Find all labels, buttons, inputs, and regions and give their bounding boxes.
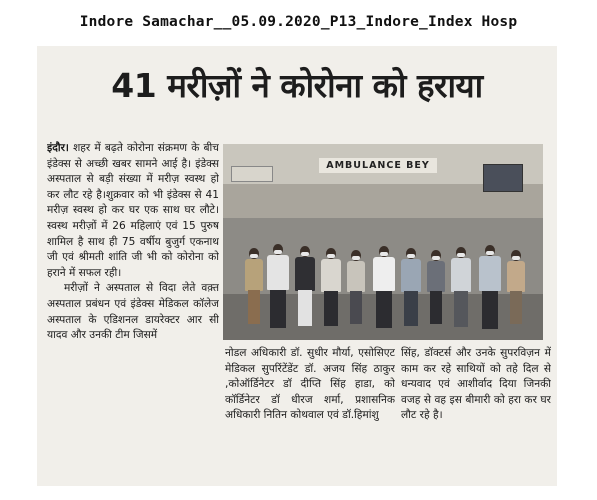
photo-plaque <box>231 166 273 182</box>
article-paragraph-2: मरीज़ों ने अस्पताल से विदा लेते वक़्त अस्पताल प्रबंधन एवं इंडेक्स मेडिकल कॉलेज अस्पताल के एडिशनल डायरेक्टर आर सी यादव और उनकी टीम जिसमें <box>47 282 219 342</box>
article-dateline: इंदौर। <box>47 142 69 154</box>
article-paragraph-1 <box>47 141 219 281</box>
photo-person <box>373 246 395 328</box>
article-headline: 41 मरीज़ों ने कोरोना को हराया <box>111 66 483 105</box>
clipping-caption: Indore Samachar__05.09.2020_P13_Indore_Index Hosp <box>79 14 518 30</box>
photo-notice-board <box>483 164 523 192</box>
photo-person <box>347 250 365 324</box>
photo-person <box>507 250 525 324</box>
photo-person <box>245 248 263 324</box>
article-column-2: नोडल अधिकारी डॉ. सुधीर मौर्या, एसोसिएट मेडिकल सुपरिंटेंडेंट डॉ. अजय सिंह ठाकुर ,कोऑर्डिनेटर डॉ दीप्ति सिंह हाडा, को कॉर्डिनेटर डॉ धीरज शर्मा, प्रशासनिक अधिकारी नितिन कोथवाल एवं डॉ.हिमांशु <box>225 347 395 422</box>
photo-person <box>427 250 445 324</box>
article-column-3: सिंह, डॉक्टर्स और उनके सुपरविज़न में काम कर रहे साथियों को तहे दिल से धन्यवाद एवं आशीर्वाद दिया जिनकी वजह से वह इस बीमारी को हरा कर घर लौट रहे है। <box>401 347 551 422</box>
photo-person <box>401 248 421 326</box>
photo-person <box>267 244 289 328</box>
photo-person <box>479 245 501 329</box>
ambulance-bay-sign: AMBULANCE BEY <box>319 158 437 173</box>
article-column-1 <box>47 141 219 481</box>
article-paragraph-1-text: शहर में बढ़ते कोरोना संक्रमण के बीच इंडेक्स से अच्छी खबर सामने आई है। इंडेक्स अस्पताल से बड़ी संख्या में मरीज़ स्वस्थ हो कर लौट रहे है।शुक्रवार को भी इंडेक्स से 41 मरीज़ स्वस्थ हो कर घर एक साथ घर लौटे।स्वस्थ मरीज़ों में 26 महिलाएं एवं 15 पुरुष शामिल है साथ ही 75 वर्षीय बुजुर्ग एकनाथ जी एवं श्रीमती शांति जी भी को कोरोना को हराने में सफल रही। <box>47 142 219 279</box>
photo-person <box>295 246 315 326</box>
news-photo <box>223 144 543 340</box>
newspaper-clipping <box>37 46 557 486</box>
photo-person <box>451 247 471 327</box>
photo-person <box>321 248 341 326</box>
